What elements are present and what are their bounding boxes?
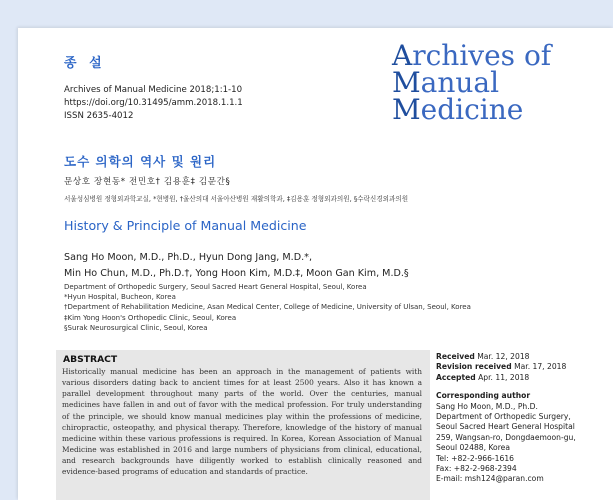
article-info (436, 352, 576, 485)
revision-date: Revision received Mar. 17, 2018 (436, 362, 567, 372)
affiliation-item: ‡Kim Yong Hoon's Orthopedic Clinic, Seoul, Korea (64, 313, 237, 322)
korean-authors: 문상호 장현동* 전민호† 김용훈‡ 김문간§ (64, 177, 231, 187)
korean-affiliations: 서울성심병원 정형외과학교실, *현병원, †울산의대 서울아산병원 재활의학과, ‡김용훈 정형외과의원, §수락신경외과의원 (64, 195, 409, 203)
affiliation-item: §Surak Neurosurgical Clinic, Seoul, Korea (64, 323, 208, 332)
corresponding-heading: Corresponding author (436, 391, 531, 401)
section-label: 종 설 (64, 56, 106, 71)
citation-journal: Archives of Manual Medicine 2018;1:1-10 (64, 85, 243, 95)
abstract-heading: ABSTRACT (63, 354, 118, 365)
english-authors (64, 250, 409, 282)
corresponding-line: 259, Wangsan-ro, Dongdaemoon-gu, (436, 432, 576, 442)
journal-logo-line3: Medicine (392, 93, 524, 126)
corresponding-line: Sang Ho Moon, M.D., Ph.D. (436, 401, 538, 411)
abstract-box (56, 350, 430, 500)
corresponding-line: Tel: +82-2-966-1616 (436, 453, 514, 463)
accepted-date: Accepted Apr. 11, 2018 (436, 372, 530, 382)
journal-logo-line1: Archives of (392, 39, 552, 72)
affiliation-item: Department of Orthopedic Surgery, Seoul Sacred Heart General Hospital, Seoul, Korea (64, 283, 367, 291)
spacer (436, 383, 576, 391)
affiliation-item: *Hyun Hospital, Bucheon, Korea (64, 293, 176, 302)
english-title: History & Principle of Manual Medicine (64, 218, 307, 233)
affiliation-item: †Department of Rehabilitation Medicine, Asan Medical Center, College of Medicine, University of Ulsan, Seoul, Korea (64, 303, 471, 312)
journal-logo-line2: Manual (392, 66, 500, 99)
corresponding-line: Seoul Sacred Heart General Hospital (436, 422, 575, 432)
paper-page (18, 28, 613, 500)
citation-issn: ISSN 2635-4012 (64, 111, 134, 121)
journal-logo (392, 39, 552, 126)
english-affiliations (64, 282, 471, 333)
abstract-text: Historically manual medicine has been an approach in the management of patients with various disorders dating back to ancient times for at least 2500 years. Also it has known a parallel development throughout many parts of the world. Over the centuries, manual medicines have fallen in and out of favor with the medical profession. For truly understanding of the principle, we should know manual medicines play within the professions of medicine, chiropractic, osteopathy, and physical therapy. Therefore, knowledge of the history of manual medicine within these various professions is required. In Korea, Korean Association of Manual Medicine was established in 2016 and large numbers of physicians from clinical, educational, and research backgrounds have diligently worked to establish clinically reasoned and evidence-based programs of education and standards of practice. (62, 367, 422, 477)
english-authors-line1: Sang Ho Moon, M.D., Ph.D., Hyun Dong Jang, M.D.*, (64, 252, 312, 263)
corresponding-line: Department of Orthopedic Surgery, (436, 412, 571, 422)
corresponding-line: Fax: +82-2-968-2394 (436, 464, 517, 474)
received-date: Received Mar. 12, 2018 (436, 352, 530, 361)
citation-doi[interactable]: https://doi.org/10.31495/amm.2018.1.1.1 (64, 98, 243, 108)
corresponding-line: Seoul 02488, Korea (436, 443, 510, 453)
citation-block (64, 84, 243, 123)
corresponding-email[interactable]: E-mail: msh124@paran.com (436, 474, 544, 484)
english-authors-line2: Min Ho Chun, M.D., Ph.D.†, Yong Hoon Kim, M.D.‡, Moon Gan Kim, M.D.§ (64, 268, 409, 279)
korean-title: 도수 의학의 역사 및 원리 (64, 154, 217, 169)
